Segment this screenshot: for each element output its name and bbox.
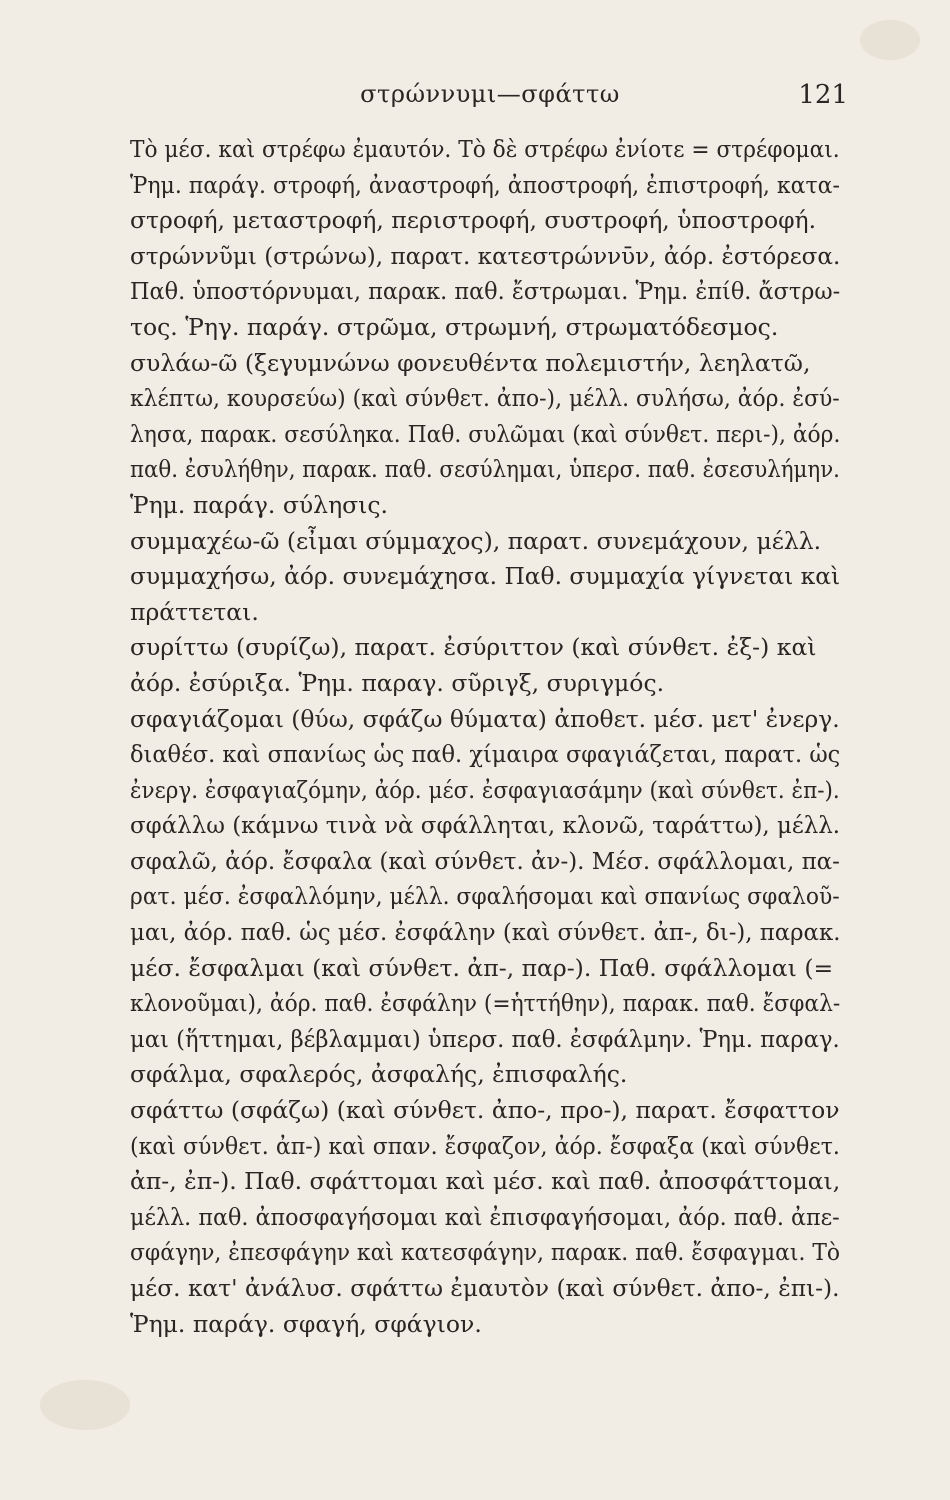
text-line: μέσ. ἔσφαλμαι (καὶ σύνθετ. ἀπ-, παρ-). Παθ. σφάλλομαι (=: [130, 953, 834, 982]
text-line: σφαλῶ, ἀόρ. ἔσφαλα (καὶ σύνθετ. ἀν-). Μέσ. σφάλλομαι, πα-: [130, 846, 840, 875]
dictionary-text: [130, 132, 840, 1342]
text-line: ἐνεργ. ἐσφαγιαζόμην, ἀόρ. μέσ. ἐσφαγιασάμην (καὶ σύνθετ. ἐπ-).: [130, 775, 840, 804]
page-number: 121: [798, 80, 848, 110]
text-line: παθ. ἐσυλήθην, παρακ. παθ. σεσύλημαι, ὑπερσ. παθ. ἐσεσυλήμην.: [130, 455, 840, 484]
text-line: συρίττω (συρίζω), παρατ. ἐσύριττον (καὶ σύνθετ. ἐξ-) καὶ: [130, 633, 817, 662]
text-line: μέλλ. παθ. ἀποσφαγήσομαι καὶ ἐπισφαγήσομαι, ἀόρ. παθ. ἀπε-: [130, 1202, 840, 1231]
text-line: συμμαχήσω, ἀόρ. συνεμάχησα. Παθ. συμμαχία γίγνεται καὶ: [130, 562, 841, 591]
text-line: σφάττω (σφάζω) (καὶ σύνθετ. ἀπο-, προ-), παρατ. ἔσφαττον: [130, 1096, 840, 1125]
text-line: Τὸ μέσ. καὶ στρέφω ἐμαυτόν. Τὸ δὲ στρέφω ἐνίοτε = στρέφομαι.: [130, 135, 840, 163]
text-line: Ῥημ. παράγ. στροφή, ἀναστροφή, ἀποστροφή, ἐπιστροφή, κατα-: [130, 170, 840, 199]
text-line: ἀπ-, ἐπ-). Παθ. σφάττομαι καὶ μέσ. καὶ παθ. ἀποσφάττομαι,: [130, 1167, 841, 1196]
text-line: Ῥημ. παράγ. σφαγή, σφάγιον.: [130, 1309, 482, 1338]
text-line: στροφή, μεταστροφή, περιστροφή, συστροφή, ὑποστροφή.: [130, 206, 817, 235]
text-line: πράττεται.: [130, 597, 259, 626]
text-line: σφάλλω (κάμνω τινὰ νὰ σφάλληται, κλονῶ, ταράττω), μέλλ.: [130, 811, 841, 840]
text-line: μαι, ἀόρ. παθ. ὡς μέσ. ἐσφάλην (καὶ σύνθετ. ἀπ-, δι-), παρακ.: [130, 918, 841, 947]
text-line: σφάλμα, σφαλερός, ἀσφαλής, ἐπισφαλής.: [130, 1060, 628, 1089]
text-line: Ῥημ. παράγ. σύλησις.: [130, 490, 389, 519]
text-line: λησα, παρακ. σεσύληκα. Παθ. συλῶμαι (καὶ σύνθετ. περι-), ἀόρ.: [130, 419, 841, 448]
paper-stain: [40, 1380, 130, 1430]
text-line: σφαγιάζομαι (θύω, σφάζω θύματα) ἀποθετ. μέσ. μετ' ἐνεργ.: [130, 704, 840, 733]
text-line: ἀόρ. ἐσύριξα. Ῥημ. παραγ. σῦριγξ, συριγμός.: [130, 668, 665, 697]
text-line: συλάω-ῶ (ξεγυμνώνω φονευθέντα πολεμιστήν, λεηλατῶ,: [130, 348, 811, 377]
paper-stain: [860, 20, 920, 60]
running-head: στρώννυμι—σφάττω: [360, 80, 620, 108]
text-line: κλέπτω, κουρσεύω) (καὶ σύνθετ. ἀπο-), μέλλ. συλήσω, ἀόρ. ἐσύ-: [130, 384, 840, 413]
text-line: στρώννῦμι (στρώνω), παρατ. κατεστρώννῡν, ἀόρ. ἐστόρεσα.: [130, 241, 841, 270]
text-line: σφάγην, ἐπεσφάγην καὶ κατεσφάγην, παρακ. παθ. ἔσφαγμαι. Τὸ: [130, 1238, 841, 1267]
text-line: μαι (ἥττημαι, βέβλαμμαι) ὑπερσ. παθ. ἐσφάλμην. Ῥημ. παραγ.: [130, 1024, 840, 1053]
text-line: Παθ. ὑποστόρνυμαι, παρακ. παθ. ἔστρωμαι. Ῥημ. ἐπίθ. ἄστρω-: [130, 277, 841, 306]
text-line: τος. Ῥηγ. παράγ. στρῶμα, στρωμνή, στρωματόδεσμος.: [130, 312, 779, 341]
text-line: κλονοῦμαι), ἀόρ. παθ. ἐσφάλην (=ἡττήθην), παρακ. παθ. ἔσφαλ-: [130, 989, 841, 1018]
text-line: μέσ. κατ' ἀνάλυσ. σφάττω ἐμαυτὸν (καὶ σύνθετ. ἀπο-, ἐπι-).: [130, 1274, 840, 1302]
text-line: συμμαχέω-ῶ (εἶμαι σύμμαχος), παρατ. συνεμάχουν, μέλλ.: [130, 526, 822, 555]
text-line: (καὶ σύνθετ. ἀπ-) καὶ σπαν. ἔσφαζον, ἀόρ. ἔσφαξα (καὶ σύνθετ.: [130, 1131, 840, 1160]
text-line: ρατ. μέσ. ἐσφαλλόμην, μέλλ. σφαλήσομαι καὶ σπανίως σφαλοῦ-: [130, 882, 840, 911]
text-line: διαθέσ. καὶ σπανίως ὡς παθ. χίμαιρα σφαγιάζεται, παρατ. ὡς: [130, 740, 841, 769]
page-header: [140, 80, 848, 120]
